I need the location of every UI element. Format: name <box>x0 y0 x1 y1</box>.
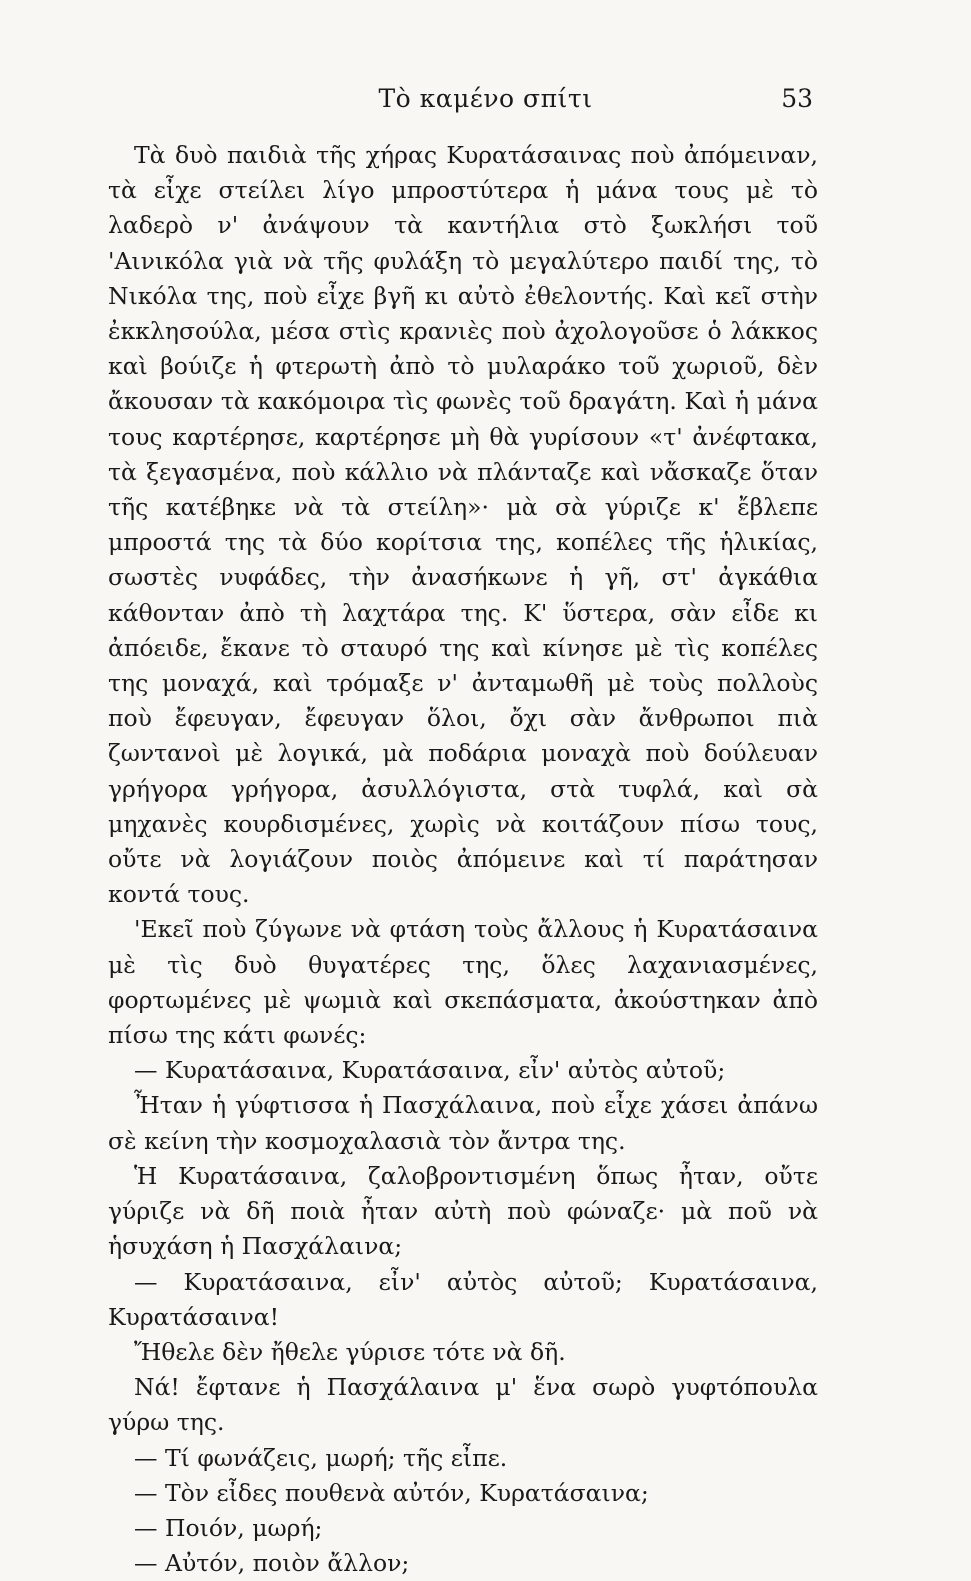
paragraph: Ἡ Κυρατάσαινα, ζαλοβροντισμένη ὅπως ἦταν, οὔτε γύριζε νὰ δῆ ποιὰ ἦταν αὐτὴ ποὺ φώναζε· μὰ ποῦ νὰ ἡσυχάση ἡ Πασχάλαινα; <box>108 1161 818 1261</box>
dialogue-line: — Τὸν εἶδες πουθενὰ αὐτόν, Κυρατάσαινα; <box>134 1478 649 1507</box>
dialogue-line: — Κυρατάσαινα, Κυρατάσαινα, εἶν' αὐτὸς αὐτοῦ; <box>134 1056 726 1085</box>
dialogue-line: — Αὐτόν, ποιὸν ἄλλον; <box>134 1549 410 1578</box>
dialogue-line: — Τί φωνάζεις, μωρή; τῆς εἶπε. <box>134 1443 508 1472</box>
paragraph: 'Εκεῖ ποὺ ζύγωνε νὰ φτάση τοὺς ἄλλους ἡ Κυρατάσαινα μὲ τὶς δυὸ θυγατέρες της, ὅλες λαχανιασμένες, φορτωμένες μὲ ψωμιὰ καὶ σκεπάσματα, ἀκούστηκαν ἀπὸ πίσω της κάτι φωνές: <box>108 915 818 1050</box>
body-text <box>108 138 818 1581</box>
running-head <box>0 78 971 118</box>
paragraph: Ἦταν ἡ γύφτισσα ἡ Πασχάλαινα, ποὺ εἶχε χάσει ἀπάνω σὲ κείνη τὴν κοσμοχαλασιὰ τὸν ἄντρα της. <box>108 1091 818 1155</box>
dialogue-line: — Ποιόν, μωρή; <box>134 1513 323 1542</box>
dialogue-line: — Κυρατάσαινα, εἶν' αὐτὸς αὐτοῦ; Κυρατάσαινα, Κυρατάσαινα! <box>108 1267 818 1331</box>
paragraph: Νά! ἔφτανε ἡ Πασχάλαινα μ' ἕνα σωρὸ γυφτόπουλα γύρω της. <box>108 1373 818 1437</box>
paragraph: Ἤθελε δὲν ἤθελε γύρισε τότε νὰ δῆ. <box>134 1337 566 1366</box>
paragraph: Τὰ δυὸ παιδιὰ τῆς χήρας Κυρατάσαινας ποὺ ἀπόμειναν, τὰ εἶχε στείλει λίγο μπροστύτερα ἡ μάνα τους μὲ τὸ λαδερὸ ν' ἀνάψουν τὰ καντήλια στὸ ξωκλήσι τοῦ 'Αινικόλα γιὰ νὰ τῆς φυλάξη τὸ μεγαλύτερο παιδί της, τὸ Νικόλα της, ποὺ εἶχε βγῆ κι αὐτὸ ἐθελοντής. Καὶ κεῖ στὴν ἐκκλησούλα, μέσα στὶς κρανιὲς ποὺ ἀχολογοῦσε ὁ λάκκος καὶ βούιζε ἡ φτερωτὴ ἀπὸ τὸ μυλαράκο τοῦ χωριοῦ, δὲν ἄκουσαν τὰ κακόμοιρα τὶς φωνὲς τοῦ δραγάτη. Καὶ ἡ μάνα τους καρτέρησε, καρτέρησε μὴ θὰ γυρίσουν «τ' ἀνέφτακα, τὰ ξεγασμένα, ποὺ κάλλιο νὰ πλάνταζε καὶ νἄσκαζε ὅταν τῆς κατέβηκε νὰ τὰ στείλη»· μὰ σὰ γύριζε κ' ἔβλεπε μπροστά της τὰ δύο κορίτσια της, κοπέλες τῆς ἡλικίας, σωστὲς νυφάδες, τὴν ἀνασήκωνε ἡ γῆ, στ' ἀγκάθια κάθονταν ἀπὸ τὴ λαχτάρα της. Κ' ὕστερα, σὰν εἶδε κι ἀπόειδε, ἔκανε τὸ σταυρό της καὶ κίνησε μὲ τὶς κοπέλες της μοναχά, καὶ τρόμαξε ν' ἀνταμωθῆ μὲ τοὺς πολλοὺς ποὺ ἔφευγαν, ἔφευγαν ὅλοι, ὄχι σὰν ἄνθρωποι πιὰ ζωντανοὶ μὲ λογικά, μὰ ποδάρια μοναχὰ ποὺ δούλευαν γρήγορα γρήγορα, ἀσυλλόγιστα, στὰ τυφλά, καὶ σὰ μηχανὲς κουρδισμένες, χωρὶς νὰ κοιτάζουν πίσω τους, οὔτε νὰ λογιάζουν ποιὸς ἀπόμεινε καὶ τί παράτησαν κοντά τους. <box>108 141 818 909</box>
page-number: 53 <box>781 84 813 113</box>
chapter-title: Τὸ καμένο σπίτι <box>378 84 593 113</box>
